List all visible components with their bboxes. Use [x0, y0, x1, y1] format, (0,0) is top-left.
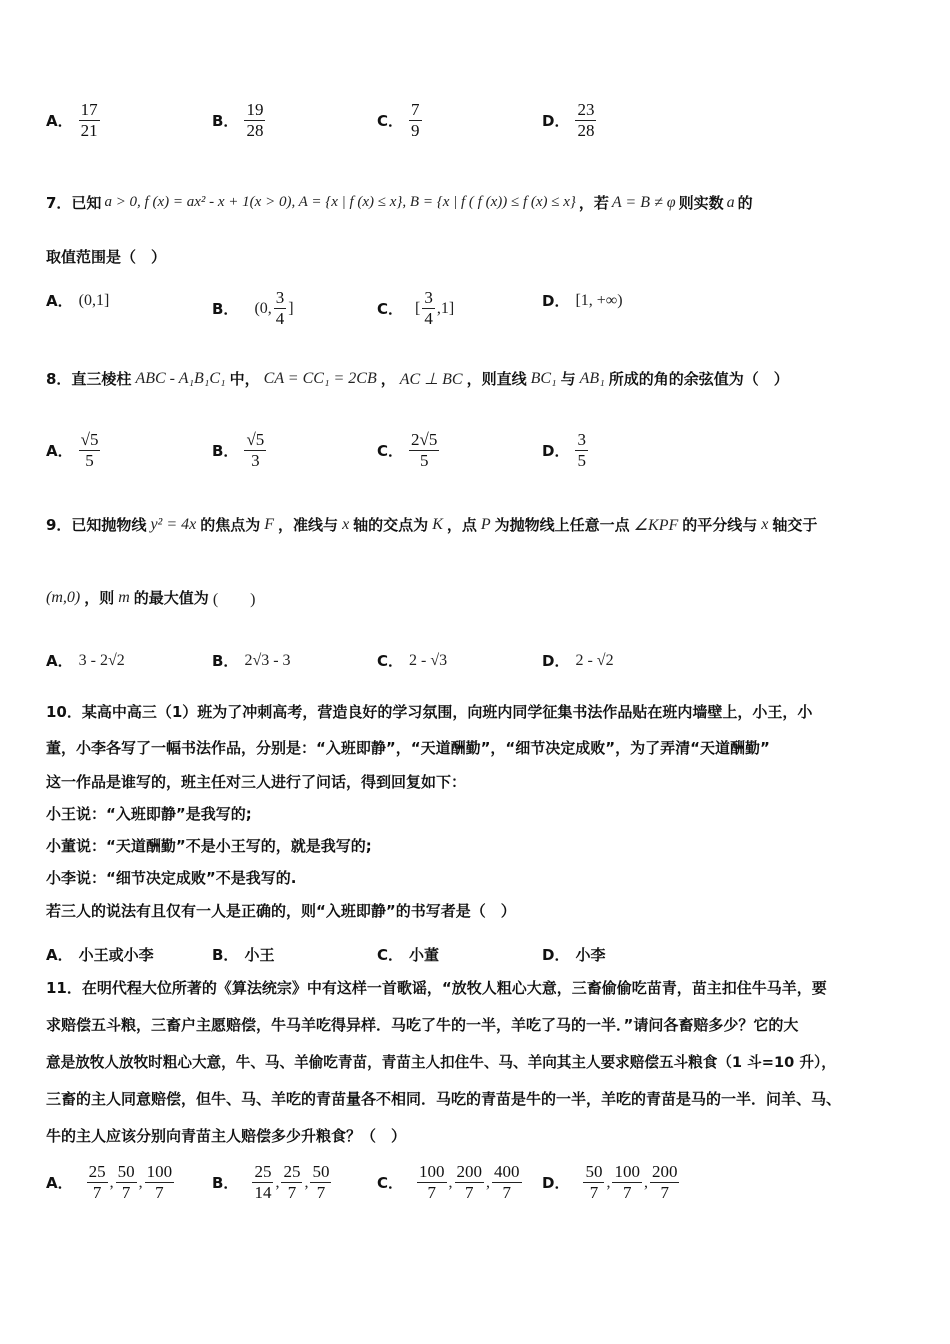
denominator: 5: [85, 451, 94, 470]
option-label: D．: [542, 442, 570, 460]
q7-mid: ，若: [578, 194, 609, 212]
q9-t1: 的焦点为: [200, 516, 261, 534]
q7-condition: A = B ≠ φ: [611, 193, 676, 211]
option-label: A．: [46, 442, 73, 460]
comma: ,: [304, 1173, 309, 1191]
option-value: 2 - √2: [575, 651, 614, 669]
numerator: 17: [80, 100, 98, 119]
q9-stem-line2: [46, 586, 255, 609]
fraction: [650, 1162, 680, 1203]
option-value: 小李: [575, 946, 606, 964]
option-label: C．: [377, 300, 404, 318]
option-label: A．: [46, 946, 73, 964]
denominator: 7: [589, 1183, 599, 1202]
q9-parabola: y² = 4x: [150, 515, 197, 533]
q9-paren: ( ): [212, 591, 256, 608]
option-label: B．: [212, 112, 239, 130]
numerator: 3: [424, 288, 433, 307]
option-pre: (0,: [254, 299, 272, 317]
fraction: [116, 1162, 137, 1203]
q10-line: 小董说：“天道酬勤”不是小王写的，就是我写的;: [46, 837, 372, 855]
q8-t1: 中，: [229, 370, 260, 388]
denominator: 28: [577, 121, 595, 140]
option-value: [1, +∞): [575, 291, 623, 309]
option-value: 2 - √3: [409, 651, 448, 669]
fraction: [583, 1162, 604, 1203]
fraction: [281, 1162, 302, 1203]
option-pre: [: [415, 299, 421, 317]
q9-t8: ，则: [84, 589, 115, 607]
q11-line: 求赔偿五斗粮，三畜户主愿赔偿，牛马羊吃得异样．马吃了牛的一半，羊吃了马的一半．”请问各畜赔多少？它的大: [46, 1016, 799, 1034]
q7-option-a[interactable]: [46, 290, 109, 311]
q10-line: 10．某高中高三（1）班为了冲刺高考，营造良好的学习氛围，向班内同学征集书法作品贴在班内墙壁上，小王，小: [46, 703, 813, 721]
fraction: [492, 1162, 522, 1203]
q7-formula: a > 0, f (x) = ax² - x + 1(x > 0), A = {x | f (x) ≤ x}, B = {x | f ( f (x)) ≤ f (x) ≤ x}: [104, 194, 576, 210]
option-value: 小王或小李: [78, 946, 154, 964]
numerator: 50: [312, 1162, 330, 1181]
comma: ,: [138, 1173, 143, 1191]
denominator: 14: [254, 1183, 272, 1202]
option-label: D．: [542, 112, 570, 130]
comma: ,: [606, 1173, 611, 1191]
q10-option-c[interactable]: [377, 944, 439, 965]
option-value: 2√3 - 3: [244, 651, 291, 669]
q8-t5: 所成的角的余弦值为（ ）: [608, 370, 789, 388]
denominator: 7: [121, 1183, 131, 1202]
numerator: 19: [246, 100, 264, 119]
denominator: 7: [660, 1183, 669, 1202]
option-label: D．: [542, 1174, 570, 1192]
q7-line2: 取值范围是（ ）: [46, 248, 167, 266]
q7-variable: a: [726, 193, 735, 211]
q7-stem-line2: [46, 246, 166, 267]
option-value: (0,1]: [78, 291, 110, 309]
option-label: C．: [377, 112, 404, 130]
q8-option-a[interactable]: [46, 430, 100, 471]
q11-option-c[interactable]: [377, 1162, 522, 1203]
q8-t2: ，: [380, 370, 396, 388]
numerator: 400: [494, 1162, 520, 1181]
option-label: C．: [377, 1174, 404, 1192]
q9-point: (m,0): [46, 588, 81, 606]
q10-line: 小王说：“入班即静”是我写的;: [46, 805, 252, 823]
numerator: 25: [254, 1162, 272, 1181]
q11-line: 牛的主人应该分别向青苗主人赔偿多少升粮食？（ ）: [46, 1127, 407, 1145]
q9-focus: F: [264, 515, 275, 533]
option-label: A．: [46, 112, 73, 130]
denominator: 5: [577, 451, 586, 470]
q8-t3: ，则直线: [466, 370, 527, 388]
numerator: 200: [456, 1162, 483, 1181]
q9-x-axis-2: x: [761, 515, 769, 533]
q11-stem: [46, 970, 908, 1155]
q9-t3: 轴的交点为: [353, 516, 429, 534]
comma: ,: [448, 1173, 453, 1191]
numerator: 23: [577, 100, 595, 119]
denominator: 7: [502, 1183, 512, 1202]
denominator: 9: [411, 121, 420, 140]
denominator: 21: [80, 121, 98, 140]
numerator: 50: [117, 1162, 135, 1181]
comma: ,: [109, 1173, 114, 1191]
option-label: D．: [542, 946, 570, 964]
denominator: 4: [424, 309, 433, 328]
option-label: C．: [377, 652, 404, 670]
numerator: 200: [651, 1162, 678, 1181]
numerator: 25: [88, 1162, 106, 1181]
q10-line: 这一作品是谁写的，班主任对三人进行了问话，得到回复如下：: [46, 773, 467, 791]
q7-tail: 则实数: [678, 194, 724, 212]
fraction: [409, 100, 422, 141]
q9-option-d[interactable]: [542, 650, 614, 671]
fraction: [422, 288, 435, 329]
option-label: A．: [46, 292, 73, 310]
q8-option-c[interactable]: [377, 430, 439, 471]
option-value: 小王: [244, 946, 275, 964]
q11-option-a[interactable]: [46, 1162, 174, 1203]
q9-t5: 为抛物线上任意一点: [494, 516, 630, 534]
denominator: 7: [316, 1183, 326, 1202]
q8-perpendicular: AC ⊥ BC: [399, 370, 463, 388]
comma: ,: [486, 1173, 491, 1191]
q9-option-c[interactable]: [377, 650, 447, 671]
q11-option-d[interactable]: [542, 1162, 679, 1203]
fraction: [612, 1162, 642, 1203]
fraction: [244, 430, 266, 471]
q8-line2: AB₁: [579, 369, 605, 387]
option-label: B．: [212, 652, 239, 670]
fraction: [310, 1162, 331, 1203]
q9-prefix: 9．已知抛物线: [46, 516, 147, 534]
q10-line: 董，小李各写了一幅书法作品，分别是：“入班即静”，“天道酬勤”，“细节决定成败”，为了弄清“天道酬勤”: [46, 739, 770, 757]
option-label: B．: [212, 442, 239, 460]
option-label: A．: [46, 652, 73, 670]
option-label: D．: [542, 652, 570, 670]
denominator: 7: [155, 1183, 164, 1202]
numerator: 25: [283, 1162, 301, 1181]
option-label: D．: [542, 292, 570, 310]
q8-t4: 与: [560, 370, 576, 388]
q6-option-c[interactable]: [377, 100, 422, 141]
denominator: 28: [246, 121, 264, 140]
numerator: 2√5: [411, 430, 438, 449]
option-post: ,1]: [436, 299, 455, 317]
option-post: ]: [288, 299, 294, 317]
q8-prefix: 8．直三棱柱: [46, 370, 132, 388]
q9-t7: 轴交于: [772, 516, 818, 534]
fraction: [244, 100, 265, 141]
q7-prefix: 7．已知: [46, 194, 102, 212]
denominator: 5: [419, 451, 429, 470]
q8-option-d[interactable]: [542, 430, 588, 471]
fraction: [409, 430, 439, 471]
q7-stem-line1: [46, 192, 753, 213]
denominator: 7: [92, 1183, 102, 1202]
q9-m: m: [118, 588, 130, 606]
q11-line: 意是放牧人放牧时粗心大意，牛、马、羊偷吃青苗，青苗主人扣住牛、马、羊向其主人要求赔偿五斗粮食（1 斗=10 升），: [46, 1054, 836, 1071]
q9-t4: ，点: [446, 516, 477, 534]
option-value: 3 - 2√2: [78, 651, 125, 669]
q9-stem-line1: [46, 514, 817, 535]
comma: ,: [643, 1173, 648, 1191]
q8-prism: ABC - A₁B₁C₁: [135, 369, 226, 387]
fraction: [455, 1162, 485, 1203]
fraction: [575, 100, 596, 141]
q9-t9: 的最大值为: [133, 589, 209, 607]
numerator: √5: [80, 430, 99, 449]
q8-stem: [46, 368, 789, 389]
q10-line: 小李说：“细节决定成败”不是我写的.: [46, 869, 297, 887]
fraction: [79, 100, 100, 141]
option-label: C．: [377, 946, 404, 964]
option-label: A．: [46, 1174, 73, 1192]
fraction: [87, 1162, 108, 1203]
q7-end: 的: [737, 194, 753, 212]
q11-option-b[interactable]: [212, 1162, 331, 1203]
q6-option-a[interactable]: [46, 100, 100, 141]
numerator: 7: [411, 100, 420, 119]
q11-line: 三畜的主人同意赔偿，但牛、马、羊吃的青苗量各不相同．马吃的青苗是牛的一半，羊吃的青苗是马的一半．问羊、马、: [46, 1090, 842, 1108]
denominator: 4: [275, 309, 285, 328]
denominator: 3: [251, 451, 260, 470]
q11-line: 11．在明代程大位所著的《算法统宗》中有这样一首歌谣，“放牧人粗心大意，三畜偷偷吃苗青，苗主扣住牛马羊，要: [46, 979, 827, 997]
q10-option-a[interactable]: [46, 944, 154, 965]
q9-k: K: [432, 515, 443, 533]
q8-option-b[interactable]: [212, 430, 266, 471]
fraction: [575, 430, 588, 471]
q10-stem: [46, 694, 908, 928]
q9-t6: 的平分线与: [682, 516, 758, 534]
q9-x-axis-1: x: [342, 515, 350, 533]
q9-p: P: [480, 515, 491, 533]
fraction: [145, 1162, 175, 1203]
fraction: [417, 1162, 447, 1203]
numerator: 3: [275, 288, 285, 307]
option-label: C．: [377, 442, 404, 460]
numerator: 100: [614, 1162, 640, 1181]
numerator: √5: [246, 430, 265, 449]
q6-option-d[interactable]: [542, 100, 596, 141]
q9-angle: ∠KPF: [633, 516, 679, 534]
numerator: 50: [585, 1162, 603, 1181]
numerator: 100: [146, 1162, 173, 1181]
fraction: [252, 1162, 273, 1203]
denominator: 7: [465, 1183, 474, 1202]
q10-option-b[interactable]: [212, 944, 274, 965]
option-label: B．: [212, 946, 239, 964]
q10-line: 若三人的说法有且仅有一人是正确的，则“入班即静”的书写者是（ ）: [46, 902, 516, 920]
numerator: 100: [419, 1162, 445, 1181]
fraction: [274, 288, 287, 329]
q7-option-b[interactable]: [212, 288, 294, 329]
option-value: 小董: [409, 946, 440, 964]
q8-equation: CA = CC₁ = 2CB: [263, 369, 377, 387]
option-label: B．: [212, 300, 239, 318]
numerator: 3: [577, 430, 586, 449]
q7-option-d[interactable]: [542, 290, 623, 311]
q10-option-d[interactable]: [542, 944, 605, 965]
denominator: 7: [287, 1183, 297, 1202]
q9-option-a[interactable]: [46, 650, 125, 671]
denominator: 7: [622, 1183, 632, 1202]
denominator: 7: [427, 1183, 437, 1202]
fraction: [79, 430, 101, 471]
q7-option-c[interactable]: [377, 288, 454, 329]
option-label: B．: [212, 1174, 239, 1192]
comma: ,: [275, 1173, 280, 1191]
q9-t2: ，准线与: [278, 516, 339, 534]
q9-option-b[interactable]: [212, 650, 291, 671]
q8-line1: BC₁: [530, 369, 557, 387]
q6-option-b[interactable]: [212, 100, 265, 141]
